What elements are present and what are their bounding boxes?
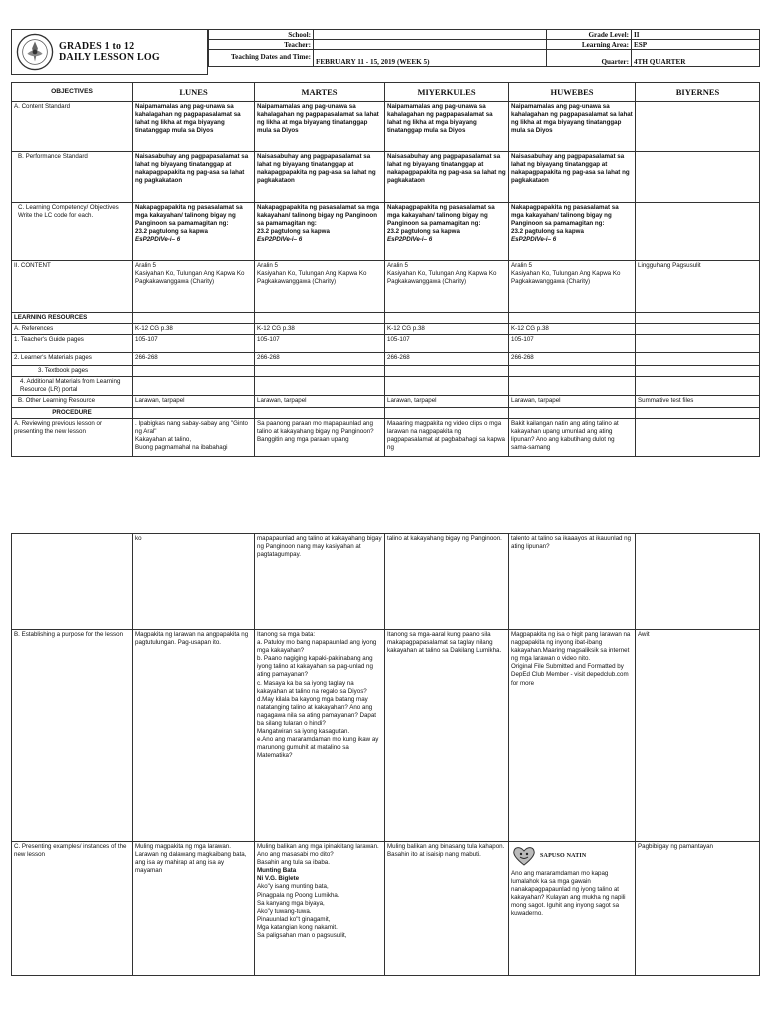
cell-wed: Muling balikan ang binasang tula kahapon. Basahin ito at isaisip nang mabuti. [385,842,509,976]
lesson-title: Kasiyahan Ko, Tulungan Ang Kapwa Ko [511,270,621,278]
cell-thu [509,203,636,261]
cell-wed: Maaaring magpakita ng video clips o mga larawan na nagpapakita ng pagpapasalamat at pagbabahagi sa kapwa ng [385,418,509,456]
row-learners-materials [12,353,760,366]
dates-value: FEBRUARY 11 - 15, 2019 (WEEK 5) [314,50,547,67]
cell-thu [509,313,636,324]
objectives-header: OBJECTIVES [12,83,133,102]
day-header-tue: MARTES [255,83,385,102]
row-label: A. Content Standard [12,102,133,152]
teacher-label: Teacher: [209,40,314,50]
presenting-text: Ano ang mararamdaman mo kapag lumalahok ka sa mga gawain nanakapagpapaunlad ng iyong talino at kakayahan? Kulayan ang mukha ng napili mong sagot. Iguhit ang inyong sagot sa kuwaderno. [511,870,626,918]
school-value [314,30,547,40]
cell-mon: Muling magpakita ng mga larawan. Larawan ng dalawang magkaibang bata, ang isa ay mahirap at ang isa ay mayaman [133,842,255,976]
cell-mon [133,407,255,418]
cell-tue [255,377,385,396]
cell-tue [255,842,385,976]
presenting-text: Muling balikan ang mga ipinakitang larawan. Ano ang masasabi mo dito? Basahin ang tula sa ibaba. [257,843,379,867]
row-label: 2. Learner's Materials pages [12,353,133,366]
cell-thu [509,366,636,377]
cell-wed [385,203,509,261]
lc-code: EsP2PDIVe-i– 6 [511,236,557,244]
cell-tue [255,407,385,418]
cell-tue: Sa paanong paraan mo mapapaunlad ang talino at kakayahang bigay ng Panginoon? Banggitin ang mga paraan upang [255,418,385,456]
quarter-label: Quarter: [547,50,632,67]
row-content-standard [12,102,760,152]
cell-thu: 266-268 [509,353,636,366]
lc-sub: 23.2 pagtulong sa kapwa [135,228,208,236]
row-label [12,534,133,630]
cell-fri [636,366,760,377]
cell-mon: 105-107 [133,335,255,353]
cell-fri: Lingguhang Pagsusulit [636,261,760,313]
cell-tue [255,366,385,377]
day-header-fri: BIYERNES [636,83,760,102]
cell-thu: talento at talino sa ikaaayos at ikauunlad ng ating lipunan? [509,534,636,630]
cell-thu: Magpapakita ng isa o higit pang larawan na nagpapakita ng inyong ibat-ibang kakayahan.Maaring magsaliksik sa internet ng mga larawan o video nito. Original File Submitted and Formatted by DepEd Club Member - visit depedclub.com for more [509,630,636,842]
teacher-value [314,40,547,50]
school-label: School: [209,30,314,40]
cell-thu [509,377,636,396]
lc-text: Nakapagpapakita ng pasasalamat sa mga kakayahan/ talinong bigay ng Panginoon sa pamamagitan ng: [135,204,243,228]
cell-tue [255,261,385,313]
row-procedure [12,407,760,418]
lesson-value: Pagkakawanggawa (Charity) [135,278,215,286]
cell-mon: ko [133,534,255,630]
cell-mon: Larawan, tarpapel [133,396,255,407]
cell-tue [255,203,385,261]
lesson-value: Pagkakawanggawa (Charity) [387,278,467,286]
cell-wed: K-12 CG p.38 [385,324,509,335]
row-label: LEARNING RESOURCES [12,313,133,324]
cell-mon [133,377,255,396]
cell-fri [636,313,760,324]
poem-lines: Ako"y isang munting bata, Pinagpala ng Poong Lumikha. Sa kanyang mga biyaya, Ako"y tuwang-tuwa. Pinauunlad ko"t ginagamit, Mga katangian kong nakamit. Sa paligsahan man o pagsusulit, [257,883,347,940]
cell-fri: Pagbibigay ng pamantayan [636,842,760,976]
lc-label: C. Learning Competency/ Objectives [18,204,119,211]
cell-tue: Itanong sa mga bata: a. Patuloy mo bang napapaunlad ang iyong mga kakayahan? b. Paano nagiging kapaki-pakinabang ang iyong talino at kakayahan sa pag-unlad ng ating pamayanan? c. Masaya ka ba sa iyong taglay na kakayahan at talino na regalo sa Diyos? d.May kilala ba kayong mga batang may natatanging talino at kakayahan? Ano ang nagagawa nila sa ating pamayanan? Dapat ba silang tularan o hindi? Mangatwiran sa iyong kasagutan. e.Ano ang mararamdaman mo kung ikaw ay marunong gumuhit at matalino sa Matematika? [255,630,385,842]
row-learning-resources [12,313,760,324]
lesson-value: Pagkakawanggawa (Charity) [511,278,591,286]
header-titles [59,41,160,63]
cell-fri: Summative test files [636,396,760,407]
row-label: A. References [12,324,133,335]
area-value: ESP [632,40,760,50]
lesson-title: Kasiyahan Ko, Tulungan Ang Kapwa Ko [135,270,245,278]
row-other-resource [12,396,760,407]
cell-tue: mapapaunlad ang talino at kakayahang bigay ng Panginoon nang may kasiyahan at pagtatagumpay. [255,534,385,630]
day-header-thu: HUWEBES [509,83,636,102]
lc-code: EsP2PDIVe-i– 6 [135,236,181,244]
row-label: A. Reviewing previous lesson or presenting the new lesson [12,418,133,456]
row-label [12,203,133,261]
row-label: C. Presenting examples/ instances of the new lesson [12,842,133,976]
row-presenting [12,842,760,976]
cell-tue: Naisasabuhay ang pagpapasalamat sa lahat ng biyayang tinatanggap at nakapagpapakita ng pag-asa sa lahat ng pagkakataon [255,152,385,203]
deped-seal-icon [16,33,54,71]
header-logo-box [11,29,208,75]
cell-tue: Naipamamalas ang pag-unawa sa kahalagahan ng pagpapasalamat sa lahat ng likha at mga biyayang tinatanggap mula sa Diyos [255,102,385,152]
day-header-mon: LUNES [133,83,255,102]
cell-wed: Naisasabuhay ang pagpapasalamat sa lahat ng biyayang tinatanggap at nakapagpapakita ng pag-asa sa lahat ng pagkakataon [385,152,509,203]
cell-wed [385,366,509,377]
row-label: PROCEDURE [12,407,133,418]
cell-fri [636,377,760,396]
cell-mon [133,203,255,261]
cell-thu [509,842,636,976]
row-label: 4. Additional Materials from Learning Resource (LR) portal [12,377,133,396]
cell-wed [385,313,509,324]
cell-mon [133,366,255,377]
cell-wed: 105-107 [385,335,509,353]
row-textbook [12,366,760,377]
heart-face-icon [511,845,537,867]
cell-fri [636,203,760,261]
lesson-num: Aralin 5 [257,262,278,269]
cell-fri [636,152,760,203]
cell-wed [385,407,509,418]
cell-wed: 266-268 [385,353,509,366]
quarter-value: 4TH QUARTER [632,50,760,67]
dates-label: Teaching Dates and Time: [209,50,314,67]
lc-sub: 23.2 pagtulong sa kapwa [257,228,330,236]
cell-fri [636,418,760,456]
row-teachers-guide [12,335,760,353]
lesson-num: Aralin 5 [135,262,156,269]
area-label: Learning Area: [547,40,632,50]
cell-mon: Naisasabuhay ang pagpapasalamat sa lahat ng biyayang tinatanggap at nakapagpapakita ng pag-asa sa lahat ng pagkakataon [133,152,255,203]
cell-fri [636,353,760,366]
cell-thu [509,407,636,418]
row-reviewing [12,418,760,456]
row-label: B. Performance Standard [12,152,133,203]
cell-mon [133,313,255,324]
cell-wed: Naipamamalas ang pag-unawa sa kahalagahan ng pagpapasalamat sa lahat ng likha at mga biyayang tinatanggap mula sa Diyos [385,102,509,152]
cell-wed: Larawan, tarpapel [385,396,509,407]
cell-thu: Larawan, tarpapel [509,396,636,407]
grade-value: II [632,30,760,40]
row-label: 3. Textbook pages [12,366,133,377]
lc-text: Nakapagpapakita ng pasasalamat sa mga kakayahan/ talinong bigay ng Panginoon sa pamamagitan ng: [511,204,619,228]
cell-thu: K-12 CG p.38 [509,324,636,335]
cell-wed: Itanong sa mga-aaral kung paano sila makapagpapasalamat sa taglay nilang kakayahan at talino sa Dakilang Lumikha. [385,630,509,842]
cell-fri [636,407,760,418]
cell-fri [636,335,760,353]
cell-thu: Bakit kailangan natin ang ating talino at kakayahan upang umunlad ang ating lipunan? Ano ang kabutihang dulot ng sama-samang [509,418,636,456]
cell-fri: Awit [636,630,760,842]
cell-fri [636,534,760,630]
lesson-title: Kasiyahan Ko, Tulungan Ang Kapwa Ko [387,270,497,278]
row-establishing [12,630,760,842]
lesson-log-table-continued [11,533,760,976]
lesson-num: Aralin 5 [387,262,408,269]
lesson-value: Pagkakawanggawa (Charity) [257,278,337,286]
day-header-wed: MIYERKULES [385,83,509,102]
cell-mon: K-12 CG p.38 [133,324,255,335]
row-references [12,324,760,335]
row-performance-standard [12,152,760,203]
lc-code: EsP2PDIVe-i– 6 [387,236,433,244]
cell-thu: 105-107 [509,335,636,353]
cell-tue: 105-107 [255,335,385,353]
row-label: B. Establishing a purpose for the lesson [12,630,133,842]
header-info-table [208,29,760,67]
sapuso-natin-banner [511,845,633,867]
cell-fri [636,324,760,335]
row-content [12,261,760,313]
lesson-num: Aralin 5 [511,262,532,269]
row-label: II. CONTENT [12,261,133,313]
cell-tue: Larawan, tarpapel [255,396,385,407]
cell-thu [509,261,636,313]
cell-mon: Magpakita ng larawan na angpapakita ng pagtutulungan. Pag-usapan ito. [133,630,255,842]
cell-mon [133,261,255,313]
row-label: B. Other Learning Resource [12,396,133,407]
cell-mon: Naipamamalas ang pag-unawa sa kahalagahan ng pagpapasalamat sa lahat ng likha at mga biyayang tinatanggap mula sa Diyos [133,102,255,152]
row-additional [12,377,760,396]
lc-sub: 23.2 pagtulong sa kapwa [387,228,460,236]
cell-thu: Naipamamalas ang pag-unawa sa kahalagahan ng pagpapasalamat sa lahat ng likha at mga biyayang tinatanggap mula sa Diyos [509,102,636,152]
cell-mon: 266-268 [133,353,255,366]
cell-tue: K-12 CG p.38 [255,324,385,335]
lc-text: Nakapagpapakita ng pasasalamat sa mga kakayahan/ talinong bigay ng Panginoon sa pamamagitan ng: [257,204,380,228]
poem-title: Munting Bata [257,867,297,875]
cell-wed [385,377,509,396]
lc-sub: 23.2 pagtulong sa kapwa [511,228,584,236]
grade-label: Grade Level: [547,30,632,40]
lesson-log-table [11,82,760,457]
cell-tue: 266-268 [255,353,385,366]
cell-tue [255,313,385,324]
lc-text: Nakapagpapakita ng pasasalamat sa mga kakayahan/ talinong bigay ng Panginoon sa pamamagitan ng: [387,204,495,228]
title-dll: DAILY LESSON LOG [59,52,160,63]
sapuso-natin-label: SAPUSO NATIN [540,852,587,859]
title-grades: GRADES 1 to 12 [59,41,135,52]
row-learning-competency [12,203,760,261]
row-label: 1. Teacher's Guide pages [12,335,133,353]
lc-note: Write the LC code for each. [18,212,94,220]
cell-fri [636,102,760,152]
cell-mon: . Ipabigkas nang sabay-sabay ang "Ginto ng Aral" Kakayahan at talino, Buong pagmamahal na ibabahagi [133,418,255,456]
cell-thu: Naisasabuhay ang pagpapasalamat sa lahat ng biyayang tinatanggap at nakapagpapakita ng pag-asa sa lahat ng pagkakataon [509,152,636,203]
lc-code: EsP2PDIVe-i– 6 [257,236,303,244]
cell-wed [385,261,509,313]
poem-author: Ni V.G. Biglete [257,875,300,883]
lesson-title: Kasiyahan Ko, Tulungan Ang Kapwa Ko [257,270,367,278]
cell-wed: talino at kakayahang bigay ng Panginoon. [385,534,509,630]
row-reviewing-cont [12,534,760,630]
